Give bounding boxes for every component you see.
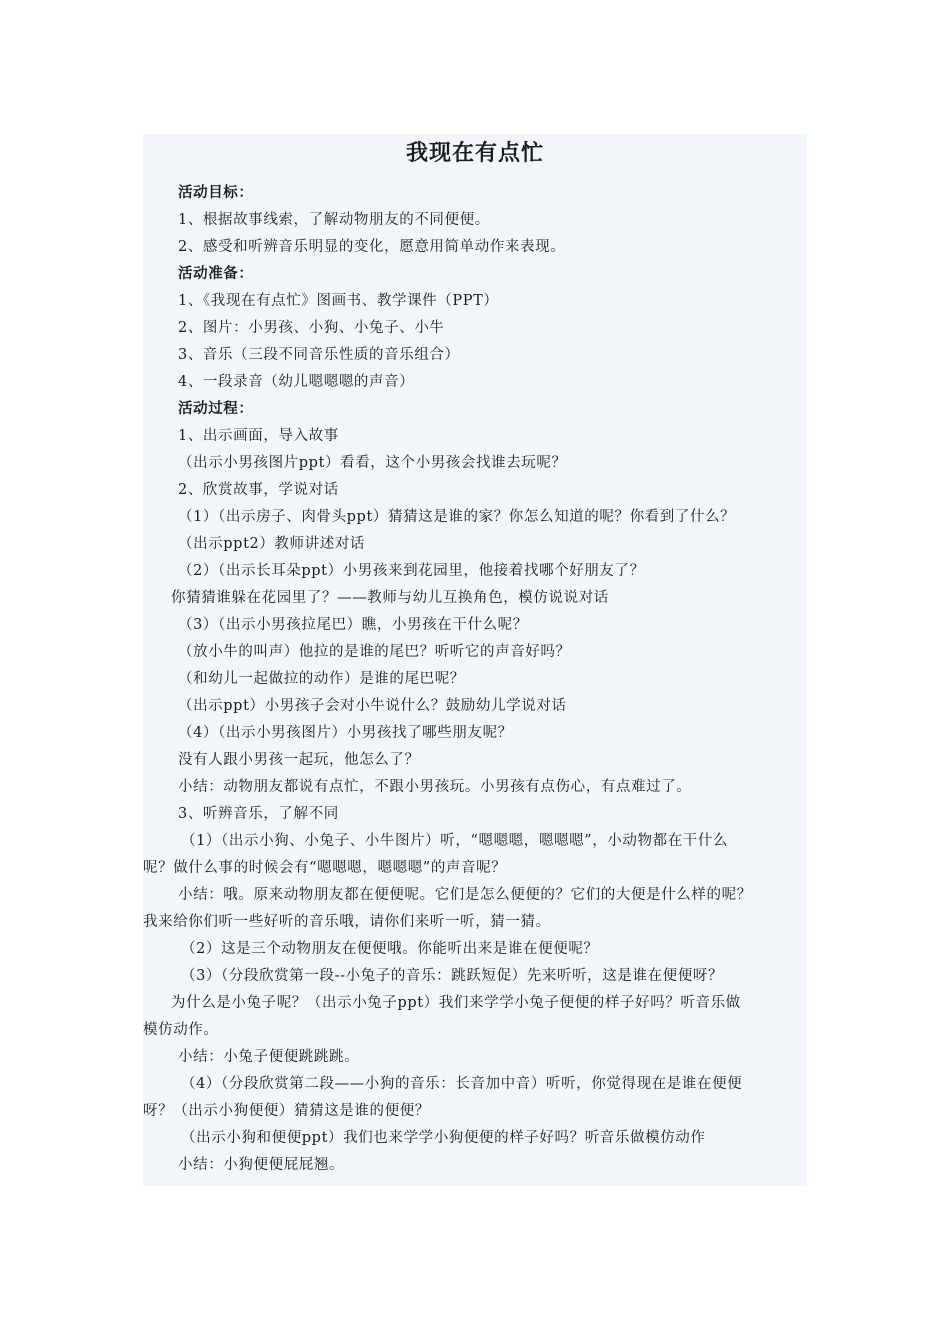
process-line: 为什么是小兔子呢？（出示小兔子ppt）我们来学学小兔子便便的样子好吗？听音乐做 <box>171 995 741 1011</box>
process-line: 模仿动作。 <box>143 1022 219 1038</box>
process-line: （出示小男孩图片ppt）看看，这个小男孩会找谁去玩呢？ <box>178 455 567 471</box>
goal-item: 1、根据故事线索，了解动物朋友的不同便便。 <box>178 212 490 228</box>
summary-line: 我来给你们听一些好听的音乐哦，请你们来听一听，猜一猜。 <box>143 914 551 930</box>
summary-line: 小结：小兔子便便跳跳跳。 <box>178 1049 360 1065</box>
prep-item: 1、《我现在有点忙》图画书、教学课件（PPT） <box>178 293 499 309</box>
process-line: （1）（出示小狗、小兔子、小牛图片）听，“嗯嗯嗯，嗯嗯嗯”，小动物都在干什么 <box>181 833 729 849</box>
summary-line: 小结：哦。原来动物朋友都在便便呢。它们是怎么便便的？它们的大便是什么样的呢？ <box>178 887 752 903</box>
document-page <box>143 134 807 1186</box>
summary-line: 小结：小狗便便屁屁翘。 <box>178 1157 345 1173</box>
process-line: （出示ppt）小男孩子会对小牛说什么？鼓励幼儿学说对话 <box>178 698 567 714</box>
summary-line: 小结：动物朋友都说有点忙，不跟小男孩玩。小男孩有点伤心，有点难过了。 <box>178 779 692 795</box>
process-line: （放小牛的叫声）他拉的是谁的尾巴？听听它的声音好吗？ <box>178 644 571 660</box>
process-heading: 活动过程： <box>178 401 254 417</box>
process-line: （和幼儿一起做拉的动作）是谁的尾巴呢？ <box>178 671 465 687</box>
process-line: 1、出示画面，导入故事 <box>178 428 339 444</box>
process-line: 呀？（出示小狗便便）猜猜这是谁的便便？ <box>143 1103 430 1119</box>
process-line: 2、欣赏故事，学说对话 <box>178 482 339 498</box>
process-line: （3）（分段欣赏第一段--小兔子的音乐：跳跃短促）先来听听，这是谁在便便呀？ <box>181 968 724 984</box>
process-line: （出示ppt2）教师讲述对话 <box>178 536 366 552</box>
process-line: 3、听辨音乐，了解不同 <box>178 806 339 822</box>
goal-item: 2、感受和听辨音乐明显的变化，愿意用简单动作来表现。 <box>178 239 566 255</box>
prep-item: 3、音乐（三段不同音乐性质的音乐组合） <box>178 347 460 363</box>
process-line: （2）（出示长耳朵ppt）小男孩来到花园里，他接着找哪个好朋友了？ <box>178 563 645 579</box>
process-line: （2）这是三个动物朋友在便便哦。你能听出来是谁在便便呢？ <box>181 941 599 957</box>
goals-heading: 活动目标： <box>178 185 254 201</box>
prep-item: 2、图片：小男孩、小狗、小兔子、小牛 <box>178 320 445 336</box>
process-line: 你猜猜谁躲在花园里了？——教师与幼儿互换角色，模仿说说对话 <box>171 590 609 606</box>
prep-heading: 活动准备： <box>178 266 254 282</box>
prep-item: 4、一段录音（幼儿嗯嗯嗯的声音） <box>178 374 415 390</box>
process-line: 没有人跟小男孩一起玩，他怎么了？ <box>178 752 420 768</box>
process-line: （3）（出示小男孩拉尾巴）瞧，小男孩在干什么呢？ <box>178 617 528 633</box>
process-line: （4）（出示小男孩图片）小男孩找了哪些朋友呢？ <box>178 725 513 741</box>
process-line: 呢？做什么事的时候会有“嗯嗯嗯，嗯嗯嗯”的声音呢？ <box>143 860 507 876</box>
process-line: （4）（分段欣赏第二段——小狗的音乐：长音加中音）听听，你觉得现在是谁在便便 <box>181 1076 743 1092</box>
process-line: （1）（出示房子、肉骨头ppt）猜猜这是谁的家？你怎么知道的呢？你看到了什么？ <box>178 509 736 525</box>
process-line: （出示小狗和便便ppt）我们也来学学小狗便便的样子好吗？听音乐做模仿动作 <box>181 1130 706 1146</box>
document-title: 我现在有点忙 <box>405 141 544 166</box>
